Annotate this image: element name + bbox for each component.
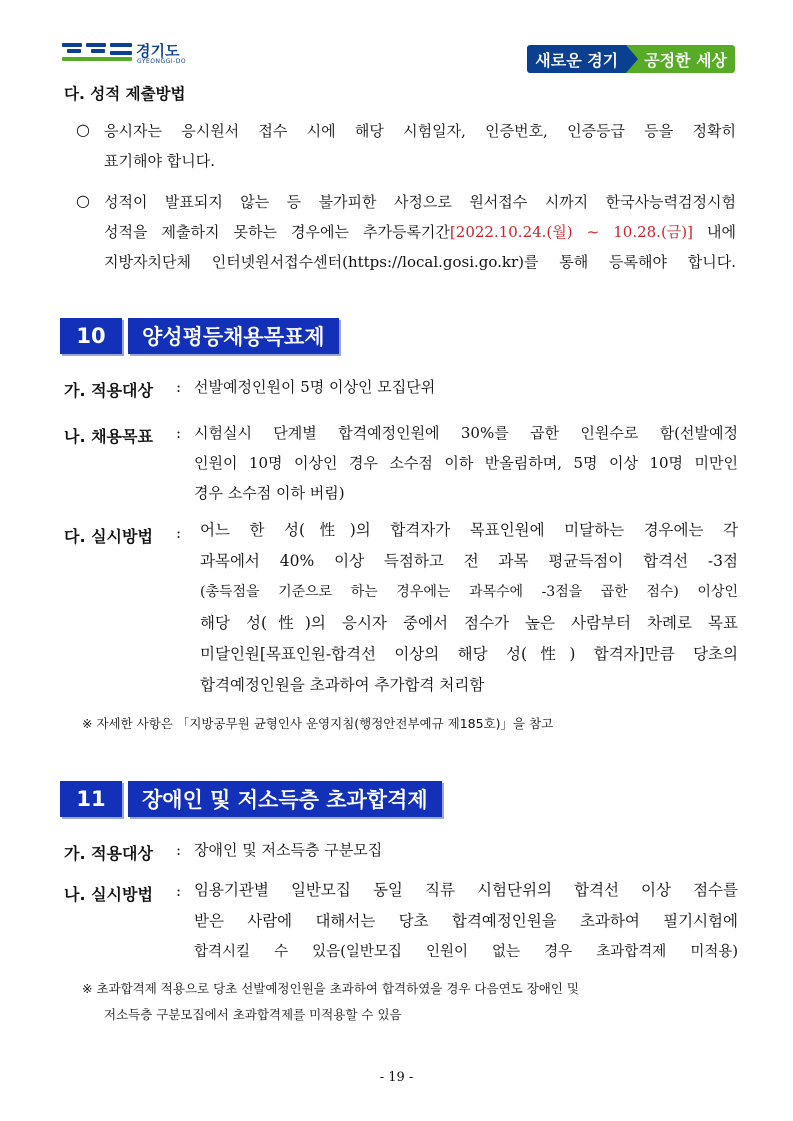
s11-item-1-text (194, 835, 738, 865)
s11-item-2-line-1: 임용기관별 일반모집 동일 직류 시험단위의 합격선 이상 점수를 (194, 881, 738, 899)
s10-item-3-line-2: 과목에서 40% 이상 득점하고 전 과목 평균득점이 합격선 -3점 (200, 552, 738, 570)
s10-item-2-line-3: 경우 소수점 이하 버림) (194, 484, 345, 502)
s10-item-3-text (200, 515, 738, 701)
section-11-number: 11 (60, 781, 122, 817)
s10-item-2-line-1: 시험실시 단계별 합격예정인원에 30%를 곱한 인원수로 함(선발예정 (194, 424, 738, 442)
bullet-2-line-2 (104, 217, 736, 247)
s10-item-3-line-1: 어느 한 성(性)의 합격자가 목표인원에 미달하는 경우에는 각 (200, 521, 738, 539)
bullet-2-line-3: 지방자치단체 인터넷원서접수센터(https://local.gosi.go.kr)를 통해 등록해야 합니다. (104, 253, 736, 271)
section-11-header (60, 781, 442, 817)
bullet-1-line-1: 응시자는 응시원서 접수 시에 해당 시험일자, 인증번호, 인증등급 등을 정확히 (104, 122, 736, 140)
bullet-2-line-2-end: 내에 (693, 223, 737, 241)
s11-item-1-label: 가. 적용대상 (64, 844, 153, 863)
s10-item-2-label: 나. 채용목표 (64, 427, 153, 446)
s10-item-3-line-4: 해당 성(性)의 응시자 중에서 점수가 높은 사람부터 차례로 목표 (200, 614, 738, 632)
bullet-2-line-2-text: 성적을 제출하지 못하는 경우에는 추가등록기간 (104, 223, 450, 241)
s11-item-2-label: 나. 실시방법 (64, 885, 153, 904)
gyeonggi-logo (62, 40, 262, 70)
s10-item-1-label: 가. 적용대상 (64, 381, 153, 400)
s10-item-1-text (194, 372, 738, 402)
s11-note (82, 976, 738, 1028)
colon: : (176, 424, 182, 442)
logo-text: 경기도 (136, 42, 180, 60)
s11-note-line-1: ※ 초과합격제 적용으로 당초 선발예정인원을 초과하여 합격하였을 경우 다음연도 장애인 및 (82, 981, 579, 996)
s11-note-line-2: 저소득층 구분모집에서 초과합격제를 미적용할 수 있음 (104, 1007, 402, 1022)
s10-item-3-line-3: (총득점을 기준으로 하는 경우에는 과목수에 -3점을 곱한 점수) 이상인 (200, 584, 738, 600)
bullet-2-line-1: 성적이 발표되지 않는 등 불가피한 사정으로 원서접수 시까지 한국사능력검정시험 (104, 193, 736, 211)
s10-item-3-label: 다. 실시방법 (64, 527, 153, 546)
s10-item-1-line-1: 선발예정인원이 5명 이상인 모집단위 (194, 378, 436, 396)
colon: : (176, 378, 182, 396)
bullet-circle-icon: ○ (76, 191, 90, 210)
bullet-text-1 (104, 116, 736, 176)
logo-subtext: GYEONGGI-DO (137, 58, 187, 65)
s10-item-3-line-6: 합격예정인원을 초과하여 추가합격 처리함 (200, 676, 485, 694)
page-number: - 19 - (379, 1070, 414, 1085)
section-da-heading: 다. 성적 제출방법 (64, 85, 186, 103)
colon: : (176, 882, 182, 900)
s11-item-1-line-1: 장애인 및 저소득층 구분모집 (194, 841, 383, 859)
section-11-title: 장애인 및 저소득층 초과합격제 (128, 781, 442, 817)
s10-item-2-text (194, 418, 738, 508)
section-10-number: 10 (60, 318, 122, 354)
s10-item-3-line-5: 미달인원[목표인원-합격선 이상의 해당 성(性) 합격자]만큼 당초의 (200, 645, 738, 663)
slogan-left: 새로운 경기 (527, 45, 626, 73)
slogan-banner (527, 45, 735, 73)
colon: : (176, 841, 182, 859)
s11-item-2-text (194, 875, 738, 968)
colon: : (176, 524, 182, 542)
s10-note: ※ 자세한 사항은 「지방공무원 균형인사 운영지침(행정안전부예규 제185호)」을 참고 (82, 716, 554, 731)
s10-item-2-line-2: 인원이 10명 이상인 경우 소수점 이하 반올림하며, 5명 이상 10명 미만인 (194, 454, 738, 472)
section-10-title: 양성평등채용목표제 (128, 318, 339, 354)
slogan-right: 공정한 세상 (638, 45, 735, 73)
s11-item-2-line-2: 받은 사람에 대해서는 당초 합격예정인원을 초과하여 필기시험에 (194, 912, 738, 930)
bullet-circle-icon: ○ (76, 120, 90, 139)
slogan-arrow-icon (626, 45, 638, 73)
s11-item-2-line-3: 합격시킬 수 있음(일반모집 인원이 없는 경우 초과합격제 미적용) (194, 944, 738, 960)
bullet-text-2 (104, 187, 736, 277)
section-10-header (60, 318, 339, 354)
bullet-1-line-2: 표기해야 합니다. (104, 152, 215, 170)
registration-period: [2022.10.24.(월) ~ 10.28.(금)] (449, 223, 693, 241)
logo-mark-icon (62, 43, 134, 63)
